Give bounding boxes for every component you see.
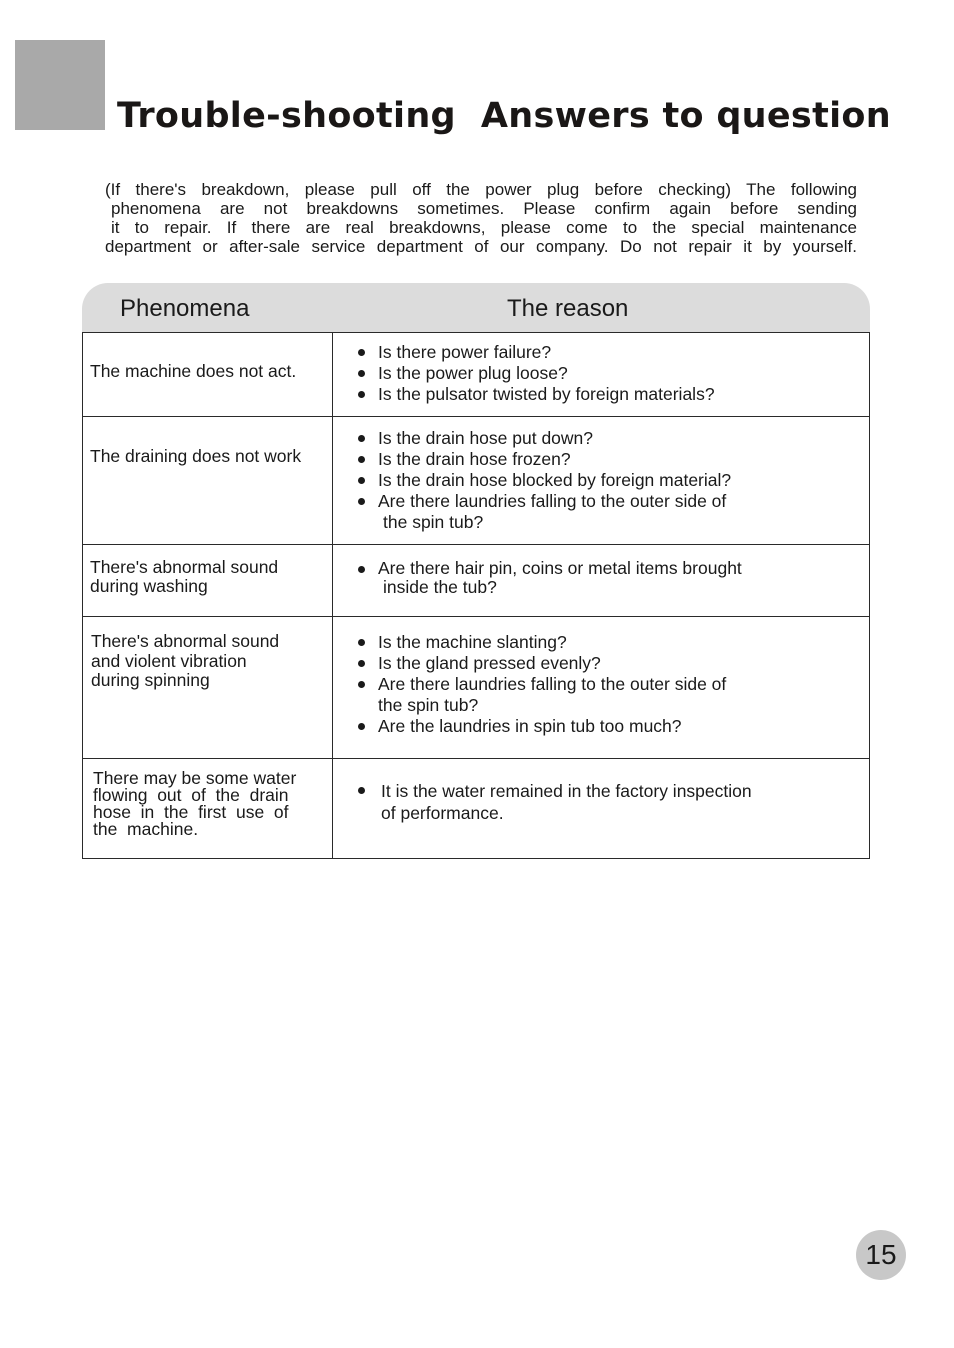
phenomena-text: and violent vibration bbox=[91, 650, 247, 671]
reason-item bbox=[357, 780, 869, 824]
reason-item bbox=[357, 559, 869, 597]
phenomena-text: during washing bbox=[90, 576, 208, 596]
phenomena-text: There may be some water bbox=[93, 768, 297, 788]
reason-text-continued: inside the tub? bbox=[383, 577, 497, 597]
reason-text-continued: of performance. bbox=[381, 803, 504, 823]
reason-list bbox=[333, 333, 869, 405]
reason-item bbox=[357, 716, 869, 737]
intro-line: department or after-sale service department of our company. Do not repair it by yourself. bbox=[105, 237, 857, 256]
reason-item bbox=[357, 428, 869, 449]
reason-text: Are there hair pin, coins or metal items brought bbox=[378, 558, 742, 578]
troubleshooting-table bbox=[82, 283, 870, 859]
column-header-reason: The reason bbox=[507, 295, 629, 322]
decorative-corner-block bbox=[15, 40, 105, 130]
phenomena-text: The draining does not work bbox=[90, 446, 302, 466]
phenomena-text: the machine. bbox=[93, 819, 199, 839]
table-row bbox=[83, 545, 870, 617]
reason-text: Are there laundries falling to the outer side of bbox=[378, 674, 727, 694]
reason-text: Is the machine slanting? bbox=[378, 632, 567, 652]
reason-text: Are the laundries in spin tub too much? bbox=[378, 716, 682, 736]
reason-text: Is the power plug loose? bbox=[378, 363, 568, 383]
reason-cell bbox=[333, 545, 870, 617]
phenomena-cell bbox=[83, 333, 333, 417]
reason-text: It is the water remained in the factory inspection bbox=[381, 781, 752, 801]
reason-text: Is there power failure? bbox=[378, 342, 552, 362]
reason-item bbox=[357, 632, 869, 653]
phenomena-text: There's abnormal sound bbox=[90, 557, 279, 577]
phenomena-cell bbox=[83, 417, 333, 545]
page-number: 15 bbox=[865, 1239, 897, 1270]
phenomena-text: The machine does not act. bbox=[90, 361, 297, 381]
phenomena-cell bbox=[83, 545, 333, 617]
table-row bbox=[83, 417, 870, 545]
troubleshooting-grid bbox=[82, 332, 870, 859]
reason-item bbox=[357, 674, 869, 716]
reason-text: Is the drain hose blocked by foreign material? bbox=[378, 470, 732, 490]
intro-line: it to repair. If there are real breakdowns, please come to the special maintenance bbox=[111, 218, 857, 237]
table-row bbox=[83, 617, 870, 759]
reason-item bbox=[357, 342, 869, 363]
reason-text: Are there laundries falling to the outer side of bbox=[378, 491, 727, 511]
reason-item bbox=[357, 491, 869, 533]
column-header-phenomena: Phenomena bbox=[120, 295, 250, 322]
reason-list bbox=[333, 545, 869, 597]
reason-item bbox=[357, 653, 869, 674]
reason-item bbox=[357, 449, 869, 470]
reason-text: Is the drain hose frozen? bbox=[378, 449, 571, 469]
phenomena-cell bbox=[83, 617, 333, 759]
table-row bbox=[83, 759, 870, 859]
reason-cell bbox=[333, 333, 870, 417]
intro-paragraph bbox=[105, 180, 857, 256]
reason-text: Is the pulsator twisted by foreign materials? bbox=[378, 384, 715, 404]
reason-list bbox=[333, 617, 869, 737]
page-title: Trouble-shooting Answers to question bbox=[117, 96, 891, 136]
reason-list bbox=[333, 417, 869, 533]
intro-line: phenomena are not breakdowns sometimes. Please confirm again before sending bbox=[111, 199, 857, 218]
reason-item bbox=[357, 384, 869, 405]
phenomena-cell bbox=[83, 759, 333, 859]
phenomena-text: hose in the first use of bbox=[93, 802, 289, 822]
phenomena-text: during spinning bbox=[91, 670, 210, 690]
reason-item bbox=[357, 470, 869, 491]
reason-cell bbox=[333, 617, 870, 759]
reason-text: Is the gland pressed evenly? bbox=[378, 653, 601, 673]
phenomena-text: There's abnormal sound bbox=[91, 631, 280, 651]
reason-text-continued: the spin tub? bbox=[383, 512, 484, 532]
reason-text: Is the drain hose put down? bbox=[378, 428, 594, 448]
table-header bbox=[82, 283, 870, 332]
reason-cell bbox=[333, 417, 870, 545]
page-number-badge bbox=[856, 1230, 906, 1280]
reason-text-continued: the spin tub? bbox=[378, 695, 479, 715]
intro-line: (If there's breakdown, please pull off the power plug before checking) The following bbox=[105, 180, 857, 199]
reason-cell bbox=[333, 759, 870, 859]
phenomena-text: flowing out of the drain bbox=[93, 785, 289, 805]
table-row bbox=[83, 333, 870, 417]
reason-item bbox=[357, 363, 869, 384]
reason-list bbox=[333, 759, 869, 824]
